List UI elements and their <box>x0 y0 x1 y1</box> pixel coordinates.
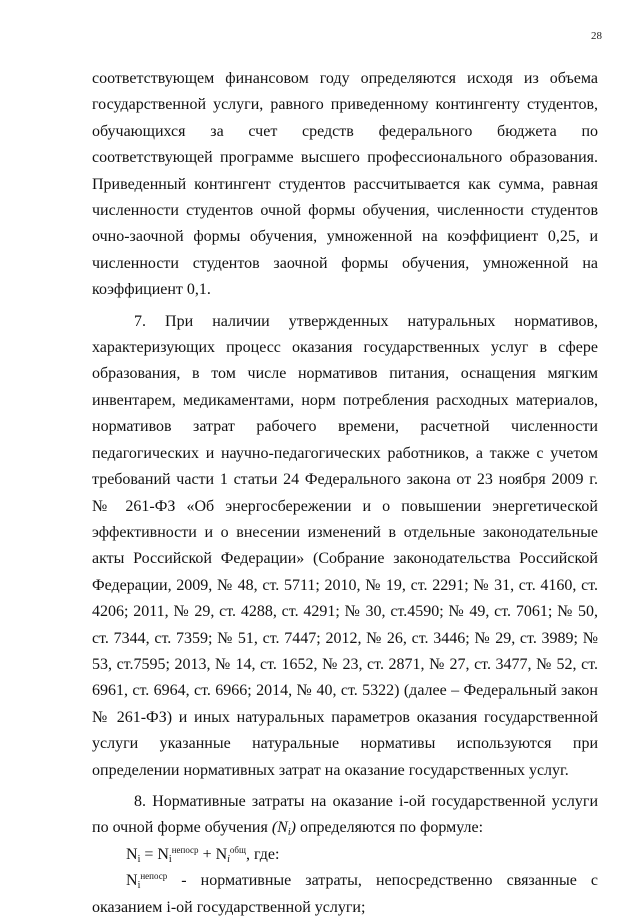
paragraph-7: 7. При наличии утвержденных натуральных нормативов, характеризующих процесс оказания государственных услуг в сфере образования, в том числе нормативов питания, оснащения мягким инвентарем, медикаментами, норм потребления расходных материалов, нормативов затрат рабочего времени, расчетной численности педагогических и научно-педагогических работников, а также с учетом требований части 1 статьи 24 Федерального закона от 23 ноября 2009 г. № 261-ФЗ «Об энергосбережении и о повышении энергетической эффективности и о внесении изменений в отдельные законодательные акты Российской Федерации» (Собрание законодательства Российской Федерации, 2009, № 48, ст. 5711; 2010, № 19, ст. 2291; № 31, ст. 4160, ст. 4206; 2011, № 29, ст. 4288, ст. 4291; № 30, ст.4590; № 49, ст. 7061; № 50, ст. 7344, ст. 7359; № 51, ст. 7447; 2012, № 26, ст. 3446; № 29, ст. 3989; № 53, ст.7595; 2013, № 14, ст. 1652, № 23, ст. 2871, № 27, ст. 3477, № 52, ст. 6961, ст. 6964, ст. 6966; 2014, № 40, ст. 5322) (далее – Федеральный закон № 261-ФЗ) и иных натуральных параметров оказания государственной услуги указанные натуральные нормативы используются при определении нормативных затрат на оказание государственных услуг. <box>92 312 598 779</box>
formula-lhs: N <box>126 845 138 863</box>
paragraph-8-text-end: определяются по формуле: <box>295 819 484 837</box>
document-body <box>92 66 598 921</box>
paragraph-continuation: соответствующем финансовом году определяются исходя из объема государственной услуги, равного приведенному контингенту студентов, обучающихся за счет средств федерального бюджета по соответствующей программе высшего профессионального образования. Приведенный контингент студентов рассчитывается как сумма, равная численности студентов очной формы обучения, численности студентов очно-заочной формы обучения, умноженной на коэффициент 0,25, и численности студентов заочной формы обучения, умноженной на коэффициент 0,1. <box>92 70 598 299</box>
definition-text: - нормативные затраты, непосредственно связанные с оказанием i-ой государственной услуги; <box>92 872 598 916</box>
formula-tail: , где: <box>245 845 280 863</box>
definition-symbol: N <box>126 872 138 890</box>
variable-ni-symbol: (N <box>271 819 288 837</box>
formula-term2-superscript: общ <box>229 844 246 855</box>
formula-term1-superscript: непоср <box>171 844 199 855</box>
paragraph-8-text-start: 8. Нормативные затраты на оказание i-ой государственной услуги по очной форме обучения <box>92 792 598 837</box>
formula <box>92 842 598 868</box>
variable-ni <box>271 819 296 839</box>
formula-equals: = N <box>140 845 169 863</box>
page-number: 28 <box>591 30 602 42</box>
formula-lhs-subscript: i <box>137 853 141 865</box>
variable-ni-subscript: i <box>287 827 291 839</box>
variable-ni-close: ) <box>290 819 296 837</box>
definition-symbol-subscript: i <box>137 880 141 892</box>
definition-n-direct <box>92 868 598 921</box>
formula-plus: + N <box>198 845 228 863</box>
definition-symbol-superscript: непоср <box>140 871 168 882</box>
paragraph-8 <box>92 789 598 842</box>
formula-term1-subscript: i <box>168 853 172 865</box>
formula-term2-subscript: i <box>227 853 230 865</box>
